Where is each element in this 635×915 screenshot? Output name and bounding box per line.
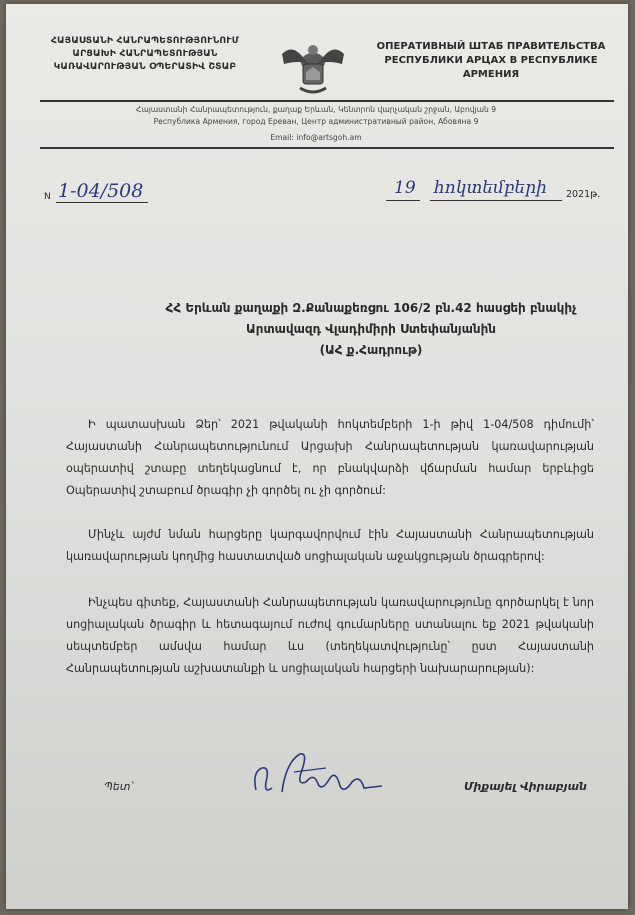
- number-label: N: [44, 192, 51, 202]
- header-left-line: ԿԱՌԱՎԱՐՈՒԹՅԱՆ ՕՊԵՐԱՏԻՎ ՇՏԱԲ: [53, 61, 237, 72]
- header-right-line: АРМЕНИЯ: [462, 69, 520, 80]
- recipient-block: [156, 298, 586, 361]
- handwritten-signature: [242, 742, 392, 812]
- paragraph-text: Մինչև այժմ նման հարցերը կարգավորվում էին Հայաստանի Հանրապետության կառավարության կողմից հաստատված սոցիալական աջակցության ծրագրերով:: [66, 528, 594, 563]
- date-year: 2021թ.: [566, 189, 601, 200]
- recipient-name: Արտավազդ Վլադիմիրի Ստեփանյանին: [245, 322, 497, 336]
- letter-page: [6, 4, 628, 909]
- header-russian: [376, 40, 606, 82]
- date-month: հոկտեմբերի: [434, 178, 547, 198]
- address-armenian: Հայաստանի Հանրապետություն, քաղաք Երևան, Կենտրոն վարչական շրջան, Աբովյան 9: [135, 105, 497, 114]
- date-day: 19: [394, 178, 416, 198]
- paragraph-text: Ինչպես գիտեք, Հայաստանի Հանրապետության կառավարությունը գործարկել է նոր սոցիալական ծրագիր և հետագայում ուժով գումարները ստանալու եք 2021 թվականի սեպտեմբեր ամսվա համար ևս (տեղեկատվությունը՝ ըստ Հայաստանի Հանրապետության աշխատանքի և սոցիալական հարցերի նախարարության):: [66, 596, 594, 675]
- header-divider: [40, 100, 614, 102]
- recipient-address: ՀՀ Երևան քաղաքի Զ.Քանաքեռցու 106/2 բն.42 հասցեի բնակիչ: [165, 301, 577, 315]
- header-left-line: ՀԱՅԱՍՏԱՆԻ ՀԱՆՐԱՊԵՏՈՒԹՅՈՒՆՈՒՄ: [50, 35, 240, 46]
- document-number: 1-04/508: [58, 180, 144, 202]
- body-paragraph-3: [66, 592, 594, 680]
- date-month-underline: [430, 200, 562, 201]
- header-armenian: [30, 34, 260, 73]
- body-paragraph-1: [66, 414, 594, 502]
- email: Email: info@artsgoh.am: [270, 133, 362, 142]
- header-right-line: РЕСПУБЛИКИ АРЦАХ В РЕСПУБЛИКЕ: [384, 55, 598, 66]
- address-divider: [40, 147, 614, 149]
- body-paragraph-2: [66, 524, 594, 568]
- number-underline: [56, 202, 148, 203]
- header-left-line: ԱՐՑԱԽԻ ՀԱՆՐԱՊԵՏՈՒԹՅԱՆ: [72, 48, 218, 59]
- coat-of-arms-icon: [278, 34, 348, 104]
- address-russian: Республика Армения, город Ереван, Центр административный район, Абовяна 9: [153, 117, 479, 126]
- paragraph-text: Ի պատասխան Ձեր՝ 2021 թվականի հոկտեմբերի 1-ի թիվ 1-04/508 դիմումի՝ Հայաստանի Հանրապետությունում Արցախի Հանրապետության կառավարության օպերատիվ շտաբը տեղեկացնում է, որ բնակվարձի վճարման համար երբևիցե Օպերատիվ շտաբում ծրագիր չի գործել ու չի գործում:: [66, 418, 594, 497]
- header-right-line: ОПЕРАТИВНЫЙ ШТАБ ПРАВИТЕЛЬСТВА: [376, 41, 606, 52]
- date-day-underline: [386, 200, 420, 201]
- signatory-title: Պետ՝: [104, 780, 134, 793]
- recipient-location: (ԱՀ ք.Հադրութ): [319, 343, 423, 357]
- signatory-name: Միքայել Վիրաբյան: [464, 780, 587, 793]
